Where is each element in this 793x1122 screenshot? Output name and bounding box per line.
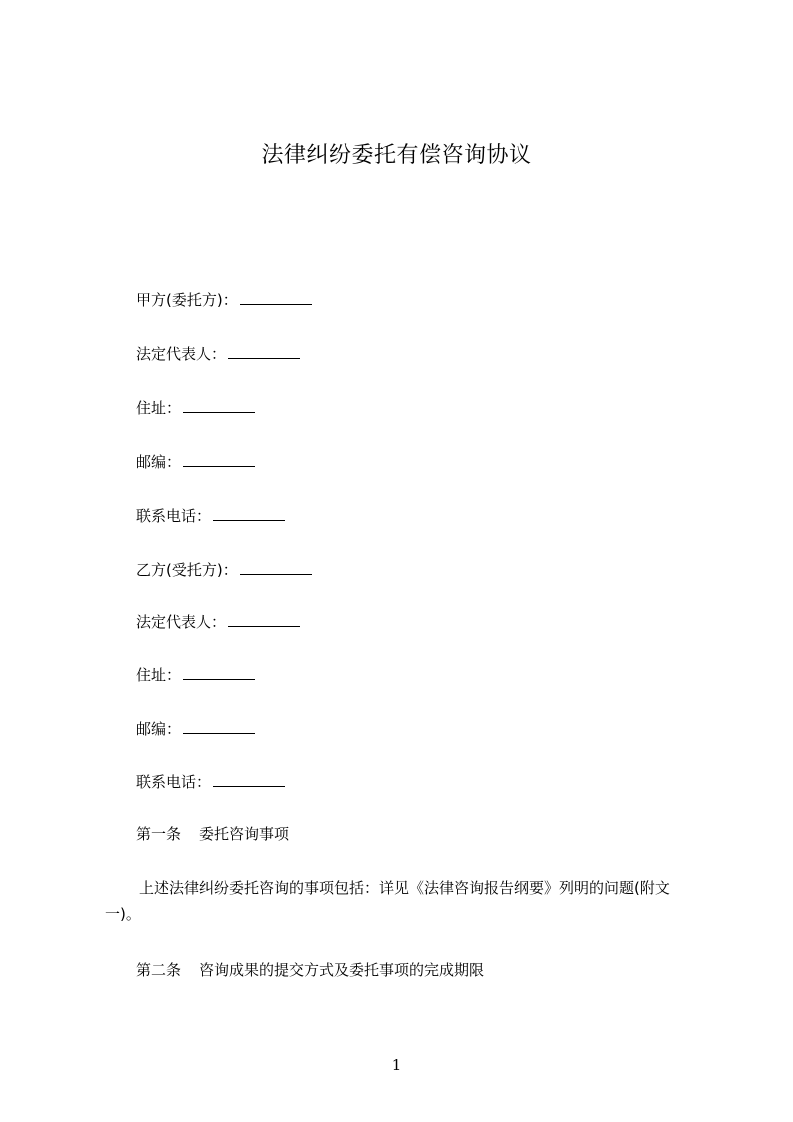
party-b-name-field bbox=[136, 560, 312, 580]
party-b-postcode-field bbox=[136, 719, 255, 739]
party-b-address-field bbox=[136, 665, 255, 685]
party-b-phone-label: 联系电话： bbox=[136, 773, 212, 791]
article-2-title: 咨询成果的提交方式及委托事项的完成期限 bbox=[199, 961, 485, 979]
page-number: 1 bbox=[391, 1056, 402, 1074]
party-b-postcode-label: 邮编： bbox=[136, 720, 182, 738]
article-1-body-text: 上述法律纠纷委托咨询的事项包括：详见《法律咨询报告纲要》列明的问题(附文一)。 bbox=[105, 879, 670, 923]
party-a-address-field bbox=[136, 398, 255, 418]
party-b-rep-label: 法定代表人： bbox=[136, 613, 227, 631]
article-1-number: 第一条 bbox=[136, 825, 182, 843]
party-a-postcode-label: 邮编： bbox=[136, 453, 182, 471]
party-a-name-blank bbox=[240, 290, 312, 305]
article-2-number: 第二条 bbox=[136, 961, 182, 979]
party-b-address-blank bbox=[183, 665, 255, 680]
party-a-rep-label: 法定代表人： bbox=[136, 345, 227, 363]
article-2-heading bbox=[136, 960, 484, 980]
party-a-phone-blank bbox=[213, 506, 285, 521]
party-b-rep-blank bbox=[228, 612, 300, 627]
article-1-title: 委托咨询事项 bbox=[199, 825, 290, 843]
party-b-rep-field bbox=[136, 612, 300, 632]
party-a-name-label: 甲方(委托方)： bbox=[136, 291, 238, 309]
party-b-phone-field bbox=[136, 772, 285, 792]
party-a-rep-field bbox=[136, 344, 300, 364]
party-b-name-blank bbox=[240, 560, 312, 575]
article-1-heading bbox=[136, 824, 289, 844]
document-title: 法律纠纷委托有偿咨询协议 bbox=[261, 143, 532, 168]
party-a-rep-blank bbox=[228, 344, 300, 359]
party-a-name-field bbox=[136, 290, 312, 310]
party-a-address-label: 住址： bbox=[136, 399, 182, 417]
party-b-phone-blank bbox=[213, 772, 285, 787]
party-a-postcode-field bbox=[136, 452, 255, 472]
party-b-name-label: 乙方(受托方)： bbox=[136, 561, 238, 579]
party-a-postcode-blank bbox=[183, 452, 255, 467]
article-1-body bbox=[105, 875, 705, 927]
party-b-address-label: 住址： bbox=[136, 666, 182, 684]
party-a-phone-field bbox=[136, 506, 285, 526]
party-a-address-blank bbox=[183, 398, 255, 413]
party-a-phone-label: 联系电话： bbox=[136, 507, 212, 525]
party-b-postcode-blank bbox=[183, 719, 255, 734]
